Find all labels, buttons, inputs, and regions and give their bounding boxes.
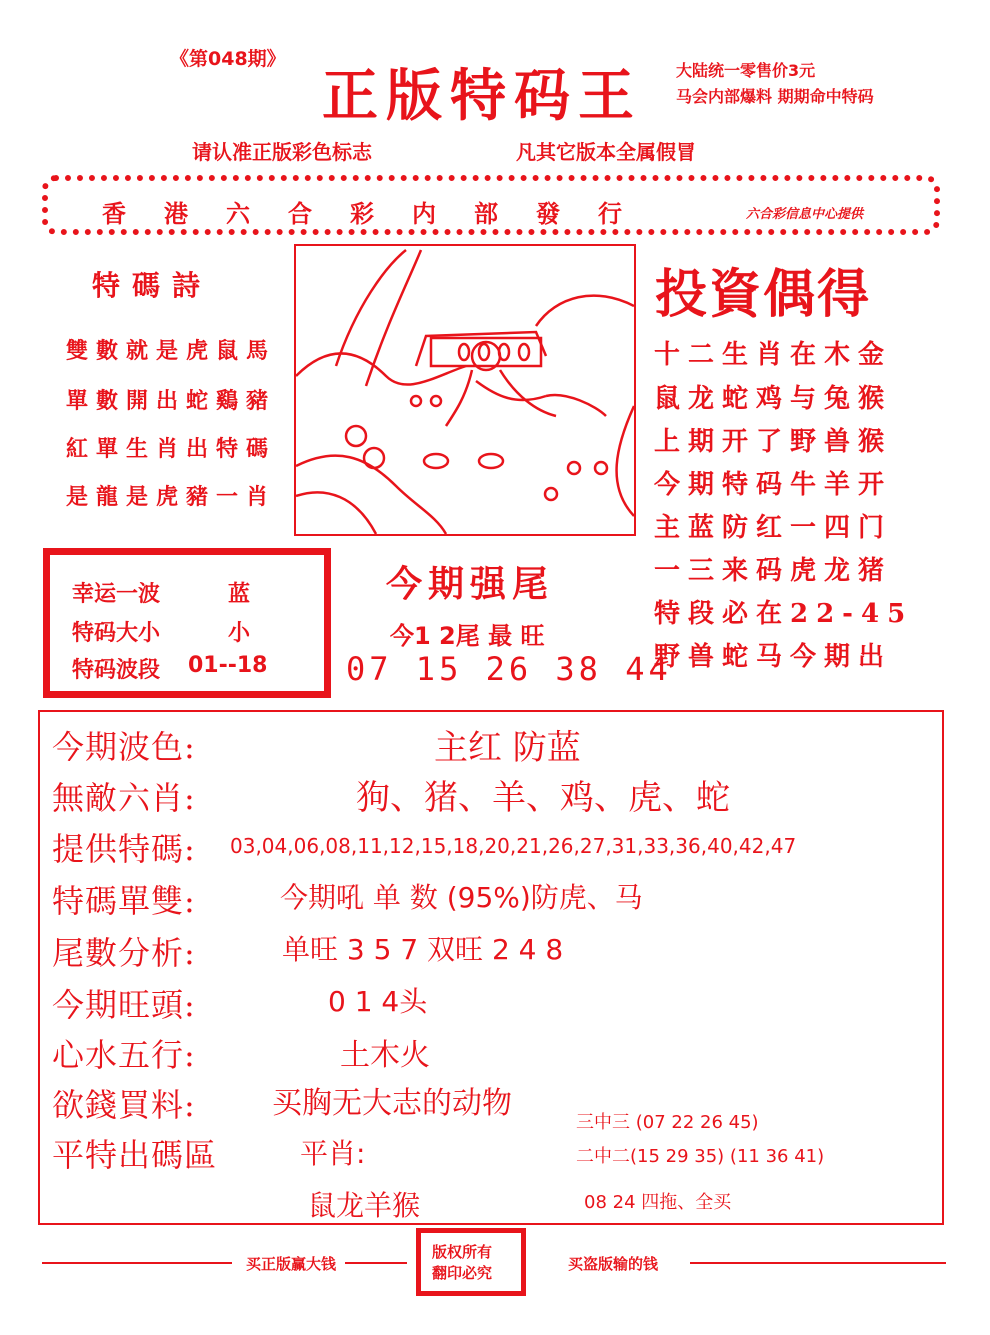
tail-analysis-value: 单旺 3 5 7 双旺 2 4 8 — [282, 933, 564, 966]
banner-source: 六合彩信息中心提供 — [746, 207, 864, 222]
invest-line: 一三来码虎龙猪 — [654, 556, 893, 586]
oddeven-label: 特碼單雙: — [52, 882, 196, 920]
banner-title: 香港六合彩内部發行 — [102, 199, 660, 228]
lucky-value: 01--18 — [188, 653, 268, 678]
illustration-drawing — [296, 246, 634, 534]
flat-sub-label: 平肖: — [300, 1137, 366, 1170]
lucky-value: 小 — [228, 621, 251, 646]
illustration — [294, 244, 636, 536]
lucky-value: 蓝 — [228, 582, 251, 607]
money-value: 买胸无大志的动物 — [272, 1086, 512, 1121]
invest-line: 上期开了野兽猴 — [654, 427, 893, 457]
oddeven-value: 今期吼 单 数 (95%)防虎、马 — [280, 881, 643, 914]
tail-title: 今期强尾 — [386, 564, 555, 605]
flat-animals: 鼠龙羊猴 — [308, 1189, 421, 1222]
authenticity-note-left: 请认准正版彩色标志 — [192, 140, 372, 164]
invest-line: 今期特码牛羊开 — [654, 470, 893, 500]
combo-drag: 08 24 四拖、全买 — [584, 1192, 732, 1213]
poem-line: 是龍是虎豬一肖 — [66, 484, 277, 510]
poem-line: 紅單生肖出特碼 — [66, 436, 277, 462]
footer-rule-middle — [345, 1262, 407, 1264]
element-label: 心水五行: — [52, 1036, 196, 1074]
element-value: 土木火 — [340, 1038, 430, 1073]
flat-label: 平特出碼區 — [52, 1136, 218, 1174]
invest-line: 野兽蛇马今期出 — [654, 642, 893, 672]
price-note: 大陆统一零售价3元 — [676, 61, 816, 80]
invest-line: 主蓝防红一四门 — [654, 513, 893, 543]
poem-line: 雙數就是虎鼠馬 — [66, 338, 277, 364]
authenticity-note-right: 凡其它版本全属假冒 — [516, 140, 696, 164]
lucky-label: 特码大小 — [72, 621, 161, 646]
lucky-label: 幸运一波 — [72, 582, 161, 607]
zodiac-label: 無敵六肖: — [52, 779, 196, 817]
codes-label: 提供特碼: — [52, 830, 196, 868]
wave-label: 今期波色: — [52, 728, 196, 766]
footer-rule-right — [690, 1262, 946, 1264]
footer-slogan-right: 买盗版输的钱 — [568, 1255, 659, 1273]
footer-slogan-left: 买正版赢大钱 — [246, 1255, 337, 1273]
combo-three: 三中三 (07 22 26 45) — [576, 1112, 759, 1133]
poem-line: 單數開出蛇鷄豬 — [66, 388, 277, 414]
tagline-note: 马会内部爆料 期期命中特码 — [676, 87, 874, 106]
lucky-label: 特码波段 — [72, 658, 161, 683]
issue-number: 《第048期》 — [170, 48, 286, 70]
invest-line: 十二生肖在木金 — [654, 340, 893, 370]
tail-numbers: 07 15 26 38 44 — [346, 650, 672, 688]
invest-line: 鼠龙蛇鸡与兔猴 — [654, 384, 893, 414]
page-title: 正版特码王 — [322, 63, 642, 129]
head-label: 今期旺頭: — [52, 986, 196, 1024]
copyright-line: 版权所有 — [432, 1243, 493, 1261]
money-label: 欲錢買料: — [52, 1086, 196, 1124]
codes-value: 03,04,06,08,11,12,15,18,20,21,26,27,31,33,36,40,42,47 — [230, 834, 797, 858]
invest-line: 特段必在22-45 — [654, 599, 914, 629]
wave-value: 主红 防蓝 — [434, 728, 581, 768]
footer-rule-left — [42, 1262, 232, 1264]
head-value: 0 1 4头 — [328, 985, 428, 1018]
combo-two: 二中二(15 29 35) (11 36 41) — [576, 1146, 825, 1167]
tail-analysis-label: 尾數分析: — [52, 934, 196, 972]
poem-title: 特碼詩 — [92, 269, 213, 302]
copyright-line: 翻印必究 — [432, 1264, 493, 1282]
invest-title: 投資偶得 — [655, 264, 872, 325]
zodiac-value: 狗、猪、羊、鸡、虎、蛇 — [356, 778, 730, 818]
tail-subtitle: 今1 2尾 最 旺 — [390, 622, 545, 650]
